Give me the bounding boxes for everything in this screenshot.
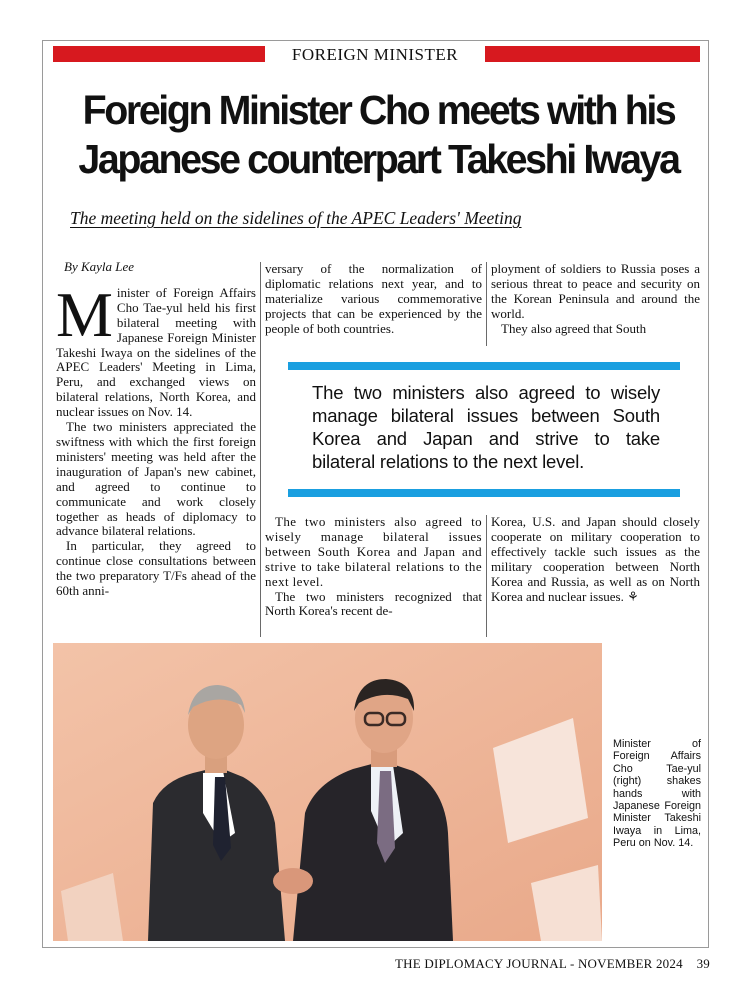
section-bar-right <box>485 46 700 62</box>
column-divider <box>486 515 487 637</box>
column-divider <box>486 262 487 346</box>
page-footer <box>395 956 710 972</box>
article-paragraph-1: Minister of Foreign Affairs Cho Tae-yul held his first bilateral meeting with Japanese Foreign Minister Takeshi Iwaya on the sidelines of the APEC Leaders' Meeting in Lima, Peru, and exchanged views on bilateral relations, North Korea, and nuclear issues on Nov. 14. <box>56 278 256 420</box>
pull-quote-bar-top <box>288 362 680 370</box>
end-mark-icon: ⚘ <box>627 588 639 604</box>
headline <box>69 86 688 184</box>
byline: By Kayla Lee <box>64 259 135 274</box>
pull-quote: The two ministers also agreed to wisely manage bilateral issues between South Korea and Japan and strive to take bilateral relations to the next level. <box>312 382 660 472</box>
pull-quote-bar-bottom <box>288 489 680 497</box>
subheadline: The meeting held on the sidelines of the APEC Leaders' Meeting <box>70 208 522 228</box>
photo-illustration <box>53 643 602 941</box>
article-column-3-bottom <box>491 515 700 604</box>
section-bar-left <box>53 46 265 62</box>
article-paragraph-6-cont: Korea, U.S. and Japan should closely cooperate on military cooperation to effectively tackle such issues as the military cooperation between North Korea and Russia, as well as on North Korea and nuclear issues. ⚘ <box>491 514 700 604</box>
article-column-2-bottom <box>265 515 482 619</box>
publication-name: THE DIPLOMACY JOURNAL - NOVEMBER 2024 <box>395 956 683 971</box>
headline-line-2: Japanese counterpart Takeshi Iwaya <box>78 136 679 182</box>
article-paragraph-3-cont: versary of the normalization of diplomatic relations next year, and to materialize various commemorative projects that can be experienced by the people of both countries. <box>265 261 482 336</box>
photo-caption: Minister of Foreign Affairs Cho Tae-yul (right) shakes hands with Japanese Foreign Minister Takeshi Iwaya in Lima, Peru on Nov. 14. <box>613 738 701 850</box>
page-number: 39 <box>696 956 710 971</box>
article-column-3-top <box>491 262 700 337</box>
article-paragraph-6: They also agreed that South <box>501 320 647 336</box>
article-column-1 <box>56 260 256 599</box>
article-paragraph-3: In particular, they agreed to continue close consultations between the two preparatory T/Fs ahead of the 60th anni- <box>56 538 256 599</box>
article-paragraph-2: The two ministers appreciated the swiftness with which the first foreign ministers' meeting was held after the inauguration of Japan's new cabinet, and agreed to continue to communicate and work closely together as heads of diplomacy to advance bilateral relations. <box>56 419 256 539</box>
headline-line-1: Foreign Minister Cho meets with his <box>82 87 675 133</box>
article-paragraph-5-cont: ployment of soldiers to Russia poses a serious threat to peace and security on the Korean Peninsula and around the world. <box>491 261 700 321</box>
drop-cap: M <box>56 278 113 350</box>
section-label: FOREIGN MINISTER <box>291 45 459 64</box>
article-paragraph-4: The two ministers also agreed to wisely manage bilateral issues between South Korea and Japan and strive to take bilateral relations to the next level. <box>265 514 482 589</box>
column-divider <box>260 262 261 637</box>
article-paragraph-5: The two ministers recognized that North Korea's recent de- <box>265 588 482 619</box>
article-column-2-top <box>265 262 482 337</box>
article-photo <box>53 643 602 941</box>
